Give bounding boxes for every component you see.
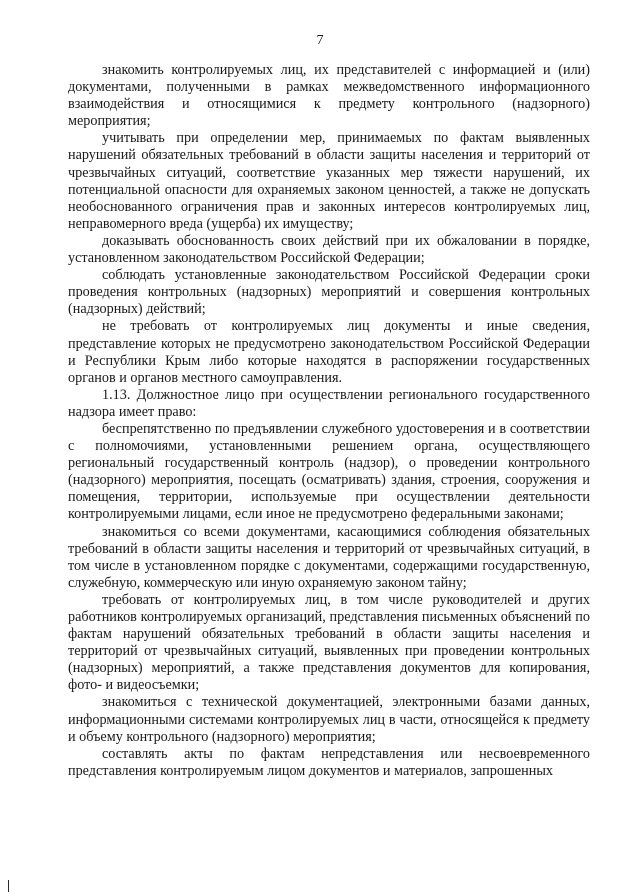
paragraph-visit-premises: беспрепятственно по предъявлении служебного удостоверения и в соответствии с полномочиями, установленными решением органа, осуществляющего региональный государственный контроль (надзор), о проведении контрольного (надзорного) мероприятия, посещать (осматривать) здания, строения, сооружения и помещения, территории, используемые при осуществлении деятельности контролируемыми лицами, если иное не предусмотрено федеральными законами; xyxy=(68,420,590,523)
paragraph-draw-up-acts: составлять акты по фактам непредставления или несвоевременного представления контролируемым лицом документов и материалов, запрошенных xyxy=(68,745,590,779)
page-number: 7 xyxy=(316,33,324,48)
scan-margin-mark xyxy=(8,880,9,892)
paragraph-observe-deadlines: соблюдать установленные законодательством Российской Федерации сроки проведения контрольных (надзорных) мероприятий и совершения контрольных (надзорных) действий; xyxy=(68,267,590,318)
paragraph-review-technical-docs: знакомиться с технической документацией, электронными базами данных, информационными системами контролируемых лиц в части, относящейся к предмету и объему контрольного (надзорного) мероприятия; xyxy=(68,694,590,745)
paragraph-prove-validity: доказывать обоснованность своих действий при их обжаловании в порядке, установленном законодательством Российской Федерации; xyxy=(68,232,590,267)
paragraph-review-documents: знакомиться со всеми документами, касающимися соблюдения обязательных требований в области защиты населения и территорий от чрезвычайных ситуаций, в том числе в установленном порядке с документами, содержащими государственную, служебную, коммерческую или иную охраняемую законом тайну; xyxy=(68,523,590,591)
paragraph-inform-controlled-persons: знакомить контролируемых лиц, их представителей с информацией и (или) документами, полученными в рамках межведомственного информационного взаимодействия и относящимися к предмету контрольного (надзорного) мероприятия; xyxy=(68,62,590,130)
paragraph-consider-measures: учитывать при определении мер, принимаемых по фактам выявленных нарушений обязательных требований в области защиты населения и территорий от чрезвычайных ситуаций, соответствие указанных мер тяжести нарушений, их потенциальной опасности для охраняемых законом ценностей, а также не допускать необоснованного ограничения прав и законных интересов контролируемых лиц, неправомерного вреда (ущерба) их имуществу; xyxy=(68,130,590,232)
paragraph-demand-explanations: требовать от контролируемых лиц, в том числе руководителей и других работников контролируемых организаций, представления письменных объяснений по фактам нарушений обязательных требований в области защиты населения и территорий от чрезвычайных ситуаций, выявленных при проведении контрольных (надзорных) мероприятий, а также представления документов для копирования, фото- и видеосъемки; xyxy=(68,591,590,694)
paragraph-section-1-13: 1.13. Должностное лицо при осуществлении регионального государственного надзора имеет право: xyxy=(68,386,590,420)
document-body xyxy=(68,62,590,780)
paragraph-not-require-documents: не требовать от контролируемых лиц документы и иные сведения, представление которых не предусмотрено законодательством Российской Федерации и Республики Крым либо которые находятся в распоряжении государственных органов и органов местного самоуправления. xyxy=(68,318,590,386)
